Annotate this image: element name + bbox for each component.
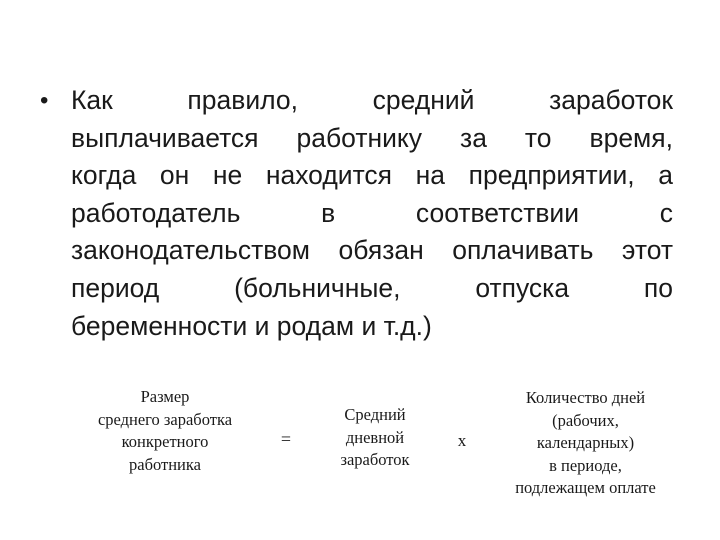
bullet-line: выплачивается работнику за то время, <box>71 122 673 153</box>
bullet-icon: • <box>40 87 49 114</box>
bullet-paragraph <box>40 82 680 345</box>
formula-line: Количество дней <box>525 388 646 407</box>
bullet-line: беременности и родам и т.д.) <box>71 310 432 341</box>
formula-line: дневной <box>345 427 405 447</box>
formula-line: в периоде, <box>549 455 622 475</box>
bullet-line: Как правило, средний заработок <box>71 85 673 115</box>
bullet-line: период (больничные, отпуска по <box>71 272 673 303</box>
formula-line: (рабочих, <box>552 410 619 430</box>
bullet-line: работодатель в соответствии с <box>71 197 673 228</box>
formula-line: заработок <box>340 450 410 469</box>
bullet-text <box>71 82 673 345</box>
formula-equals-sign: = <box>280 429 292 449</box>
formula-line: подлежащем оплате <box>515 478 656 497</box>
formula-line: Размер <box>140 387 190 406</box>
bullet-line: законодательством обязан оплачивать этот <box>71 235 673 266</box>
formula-term-average-earnings-size <box>70 386 260 476</box>
formula-multiply-sign: х <box>457 431 467 450</box>
formula-line: конкретного <box>121 432 209 451</box>
formula-line: календарных) <box>536 433 635 452</box>
formula-line: среднего заработка <box>97 409 233 429</box>
formula-line: работника <box>129 454 201 474</box>
formula-term-days-count <box>493 387 678 500</box>
formula-line: Средний <box>344 405 406 424</box>
formula-term-average-daily-earnings <box>315 404 435 472</box>
bullet-line: когда он не находится на предприятии, а <box>71 160 673 191</box>
